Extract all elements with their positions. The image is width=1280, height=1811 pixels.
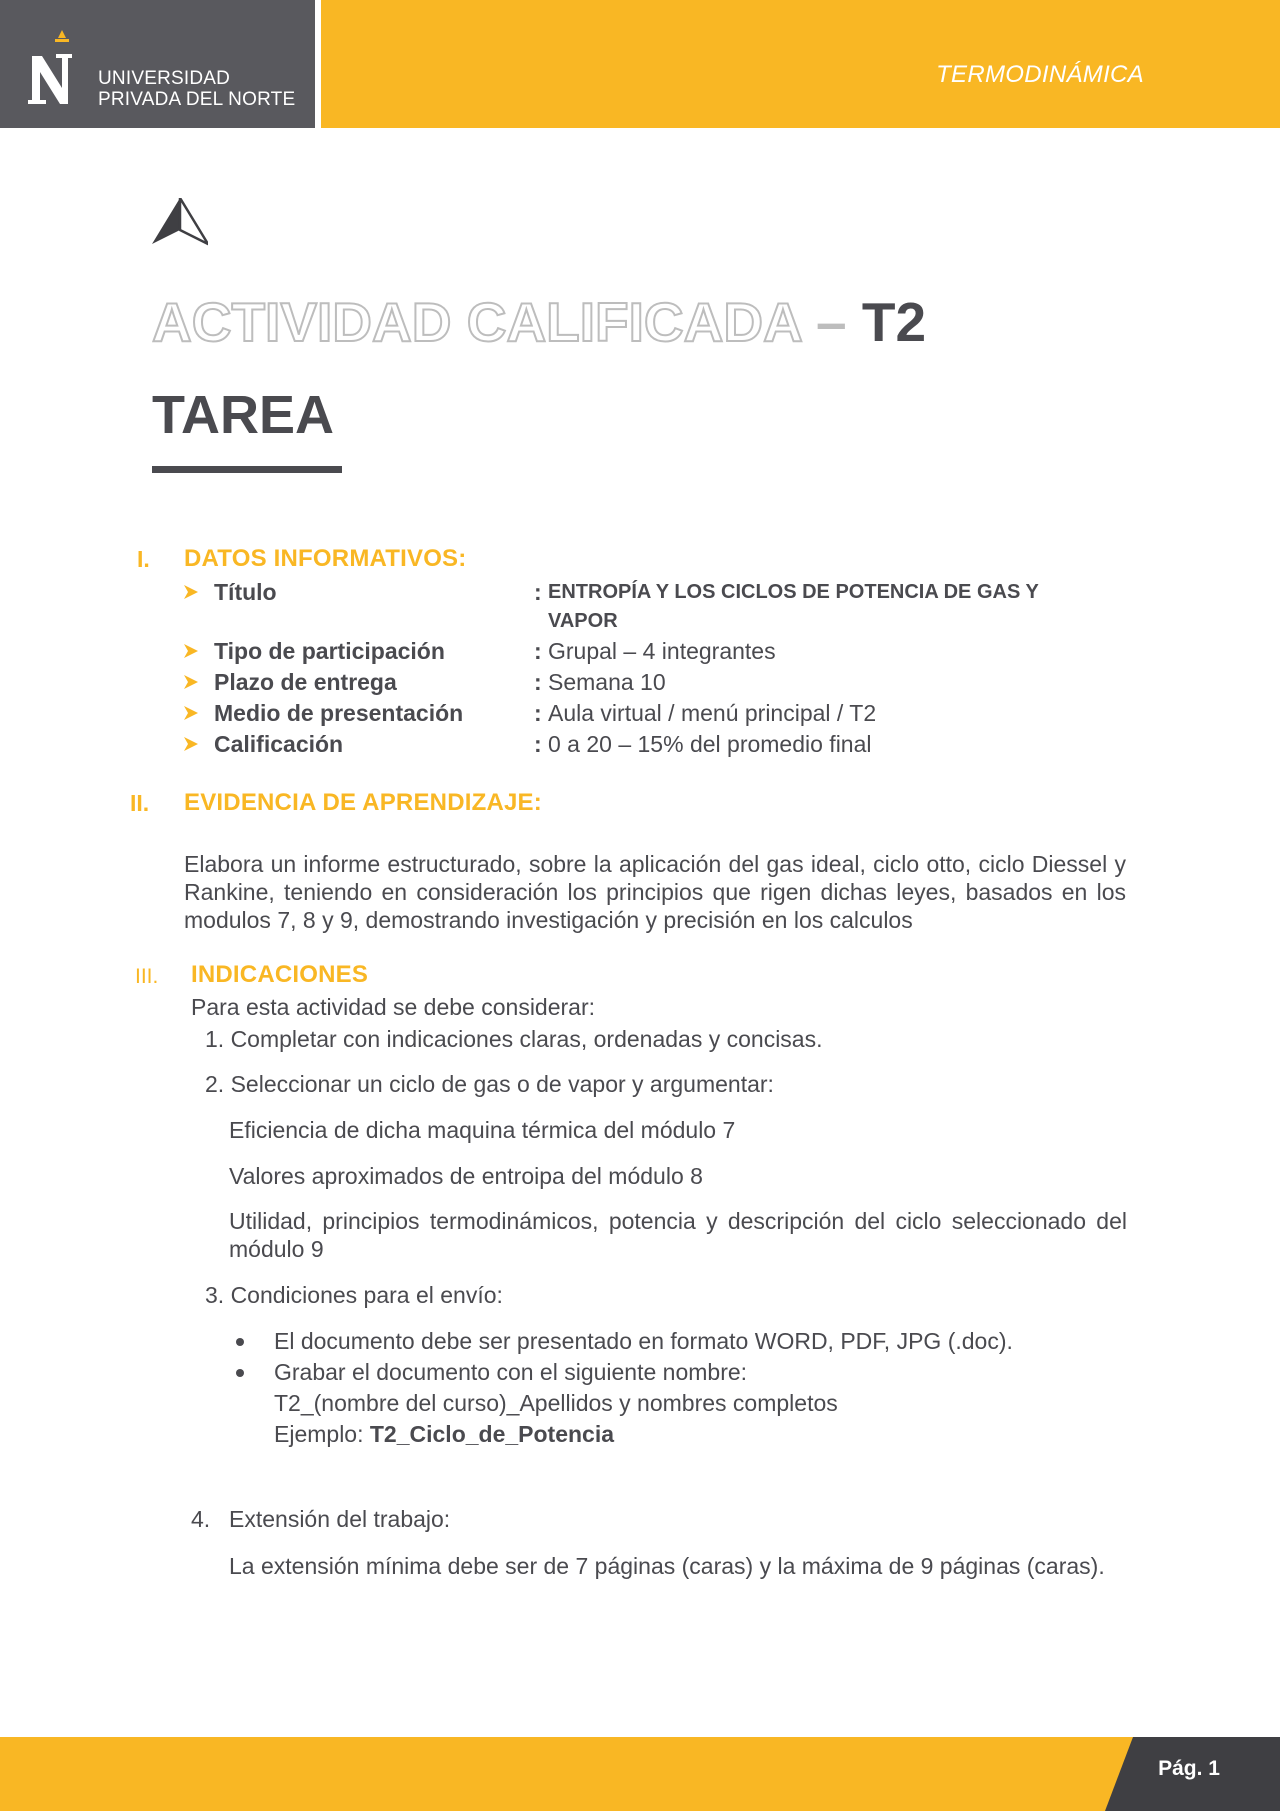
section-heading-evidencia: EVIDENCIA DE APRENDIZAJE: — [184, 789, 542, 816]
info-value: Semana 10 — [548, 669, 666, 695]
info-value: 0 a 20 – 15% del promedio final — [548, 731, 872, 757]
bullet-item-example — [274, 1420, 614, 1448]
page-number: Pág. 1 — [1158, 1757, 1220, 1780]
activity-title-outlined: ACTIVIDAD CALIFICADA — [152, 291, 801, 353]
course-name: TERMODINÁMICA — [936, 61, 1144, 88]
info-label: Tipo de participación — [214, 638, 445, 664]
evidence-paragraph: Elabora un informe estructurado, sobre la aplicación del gas ideal, ciclo otto, ciclo Diessel y Rankine, teniendo en consideración los principios que rigen dichas leyes, basados en los modulos 7, 8 y 9, demostrando investigación y precisión en los calculos — [184, 851, 1126, 933]
arrow-bullet-icon — [184, 706, 198, 720]
bullet-item-continuation: T2_(nombre del curso)_Apellidos y nombres completos — [274, 1390, 838, 1416]
list-subitem: Eficiencia de dicha maquina térmica del módulo 7 — [229, 1117, 736, 1143]
list-item: 2. Seleccionar un ciclo de gas o de vapor y argumentar: — [205, 1071, 774, 1097]
info-colon: : — [534, 638, 542, 664]
info-colon: : — [534, 579, 542, 605]
university-name-line2: PRIVADA DEL NORTE — [98, 89, 296, 110]
section-heading-datos: DATOS INFORMATIVOS: — [184, 545, 467, 572]
indications-intro: Para esta actividad se debe considerar: — [191, 994, 596, 1020]
list-item-number: 4. — [191, 1506, 211, 1532]
info-label: Medio de presentación — [214, 700, 464, 726]
university-name — [98, 68, 295, 110]
arrow-bullet-icon — [184, 675, 198, 689]
activity-title-dash: – — [816, 291, 847, 353]
info-label: Título — [214, 579, 277, 605]
info-colon: : — [534, 731, 542, 757]
section-heading-indicaciones: INDICACIONES — [191, 961, 369, 988]
bullet-item: Grabar el documento con el siguiente nombre: — [274, 1359, 748, 1385]
info-label: Calificación — [214, 731, 344, 757]
page-title: TAREA — [152, 385, 334, 445]
info-colon: : — [534, 669, 542, 695]
extension-paragraph: La extensión mínima debe ser de 7 páginas (caras) y la máxima de 9 páginas (caras). — [229, 1553, 1105, 1579]
activity-code: T2 — [861, 291, 927, 353]
navigation-arrow-icon — [152, 198, 208, 246]
info-value: ENTROPÍA Y LOS CICLOS DE POTENCIA DE GAS Y VAPOR — [548, 581, 1039, 632]
example-filename: T2_Ciclo_de_Potencia — [369, 1421, 615, 1447]
footer-band — [0, 1737, 1280, 1811]
section-number: I. — [137, 546, 150, 572]
title-underline — [152, 466, 342, 473]
university-logo-icon — [28, 30, 84, 106]
bullet-icon — [236, 1369, 244, 1377]
list-item: 3. Condiciones para el envío: — [205, 1282, 503, 1308]
list-item: 1. Completar con indicaciones claras, ordenadas y concisas. — [205, 1026, 823, 1052]
arrow-bullet-icon — [184, 585, 198, 599]
example-label: Ejemplo: — [274, 1421, 370, 1447]
info-value: Aula virtual / menú principal / T2 — [548, 700, 877, 726]
info-label: Plazo de entrega — [214, 669, 397, 695]
bullet-item: El documento debe ser presentado en formato WORD, PDF, JPG (.doc). — [274, 1328, 1013, 1354]
list-subitem: Utilidad, principios termodinámicos, potencia y descripción del ciclo seleccionado del módulo 9 — [229, 1208, 1127, 1262]
list-item: Extensión del trabajo: — [229, 1506, 451, 1532]
list-subitem: Valores aproximados de entroipa del módulo 8 — [229, 1163, 703, 1189]
section-number: II. — [130, 790, 150, 816]
university-name-line1: UNIVERSIDAD — [98, 68, 231, 89]
section-number: III. — [135, 965, 159, 988]
bullet-icon — [236, 1338, 244, 1346]
arrow-bullet-icon — [184, 737, 198, 751]
arrow-bullet-icon — [184, 644, 198, 658]
activity-title — [152, 290, 926, 354]
info-value: Grupal – 4 integrantes — [548, 638, 776, 664]
info-colon: : — [534, 700, 542, 726]
